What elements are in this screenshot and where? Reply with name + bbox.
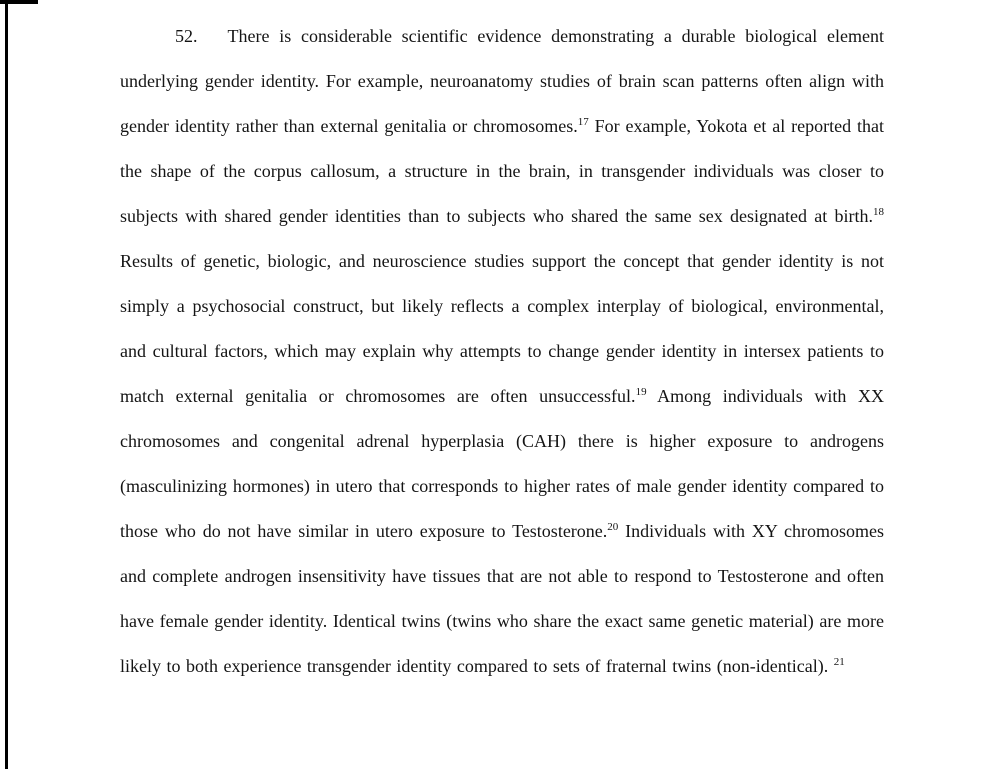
footnote-ref-20: 20 bbox=[607, 521, 619, 533]
body-text: Results of genetic, biologic, and neuroscience studies support the concept that gender identity is not simply a psychosocial construct, but likely reflects a complex interplay of biological, environmental, and cultural factors, which may explain why attempts to change gender identity in intersex patients to match external genitalia or chromosomes are often unsuccessful. bbox=[120, 251, 884, 406]
body-text: Among individuals with XX chromosomes and congenital adrenal hyperplasia (CAH) there is higher exposure to androgens (masculinizing hormones) in utero that corresponds to higher rates of male gender identity compared to those who do not have similar in utero exposure to Testosterone. bbox=[120, 386, 884, 541]
paragraph-number: 52. bbox=[175, 26, 198, 46]
body-text: For example, Yokota et al reported that the shape of the corpus callosum, a structure in the brain, in transgender individuals was closer to subjects with shared gender identities than to subjects who shared the same sex designated at birth. bbox=[120, 116, 884, 226]
body-text: There is considerable scientific evidence demonstrating a durable biological element underlying gender identity. For example, neuroanatomy studies of brain scan patterns often align with gender identity rather than external genitalia or chromosomes. bbox=[120, 26, 884, 136]
paragraph-52 bbox=[120, 0, 884, 689]
body-text: Individuals with XY chromosomes and complete androgen insensitivity have tissues that are not able to respond to Testosterone and often have female gender identity. Identical twins (twins who share the exact same genetic material) are more likely to both experience transgender identity compared to sets of fraternal twins (non-identical). bbox=[120, 521, 884, 676]
page-edge-line bbox=[5, 0, 8, 769]
footnote-ref-17: 17 bbox=[577, 116, 589, 128]
footnote-ref-21: 21 bbox=[833, 656, 845, 668]
footnote-ref-18: 18 bbox=[873, 206, 884, 218]
footnote-ref-19: 19 bbox=[635, 386, 647, 398]
document-body bbox=[120, 0, 884, 689]
